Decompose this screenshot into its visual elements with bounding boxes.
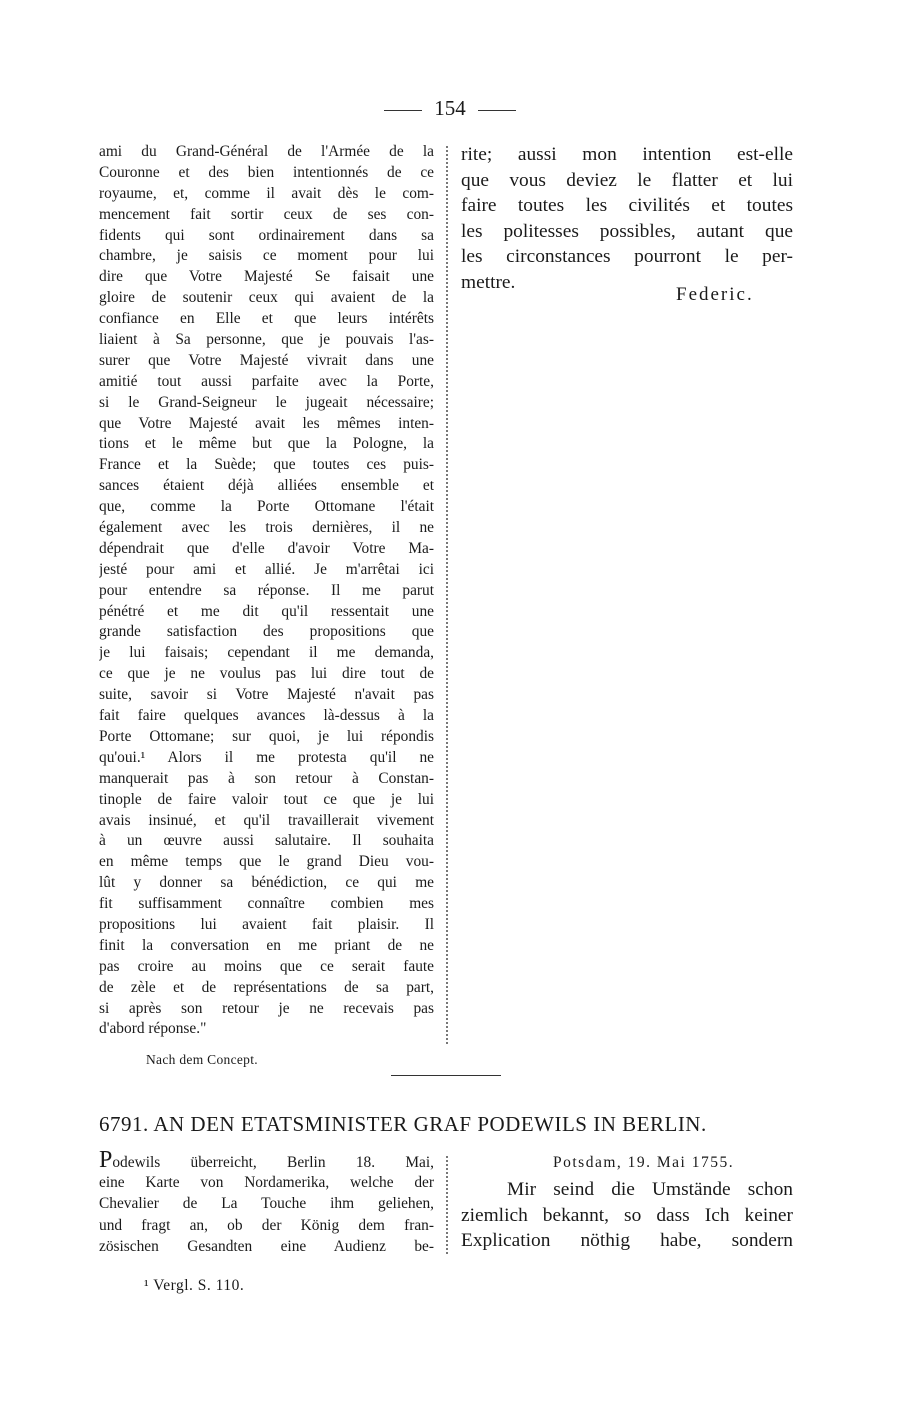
text-line: fait faire quelques avances là-dessus à la [99, 707, 434, 725]
right-dash [478, 110, 516, 111]
text-line: lût y donner sa bénédiction, ce qui me [99, 874, 434, 892]
text-line: finit la conversation en me priant de ne [99, 936, 434, 954]
text-line: surer que Votre Majesté vivrait dans une [99, 351, 434, 369]
text-line: de zèle et de représentations de sa part, [99, 978, 434, 996]
text-line: pénétré et me dit qu'il ressentait une [99, 602, 434, 620]
text-line: à un œuvre aussi salutaire. Il souhaita [99, 832, 434, 850]
text-line: France et la Suède; que toutes ces puis- [99, 456, 434, 474]
text-line: si le Grand-Seigneur le jugeait nécessaire; [99, 393, 434, 411]
text-line: suite, savoir si Votre Majesté n'avait pas [99, 686, 434, 704]
text-line: manquerait pas à son retour à Constan- [99, 769, 434, 787]
text-line: faire toutes les civilités et toutes [461, 195, 793, 217]
document-heading: 6791. AN DEN ETATSMINISTER GRAF PODEWILS IN BERLIN. [99, 1112, 707, 1136]
text-line: que Votre Majesté avait les mêmes inten- [99, 414, 434, 432]
letter-body [461, 1177, 793, 1254]
text-line: confiance en Elle et que leurs intérêts [99, 310, 434, 328]
text-line: pour entendre sa réponse. Il me parut [99, 581, 434, 599]
text-line: également avec les trois dernières, il ne [99, 519, 434, 537]
signature: Federic. [676, 284, 754, 305]
text-line: ce que je ne voulus pas lui dire tout de [99, 665, 434, 683]
text-line: propositions lui avaient fait plaisir. Il [99, 915, 434, 933]
regest-line: eine Karte von Nordamerika, welche der [99, 1173, 434, 1191]
letter-line: Mir seind die Umstände schon [507, 1179, 793, 1200]
regest-initial: P [99, 1150, 113, 1172]
text-line: qu'oui.¹ Alors il me protesta qu'il ne [99, 748, 434, 766]
right-column [461, 142, 793, 296]
regest [99, 1150, 434, 1258]
text-line: dire que Votre Majesté Se faisait une [99, 268, 434, 286]
text-line: sances étaient déjà alliées ensemble et [99, 477, 434, 495]
text-line: ami du Grand-Général de l'Armée de la [99, 143, 434, 160]
text-line: rite; aussi mon intention est-elle [461, 144, 793, 165]
left-dash [384, 110, 422, 111]
letter-date: Potsdam, 19. Mai 1755. [553, 1154, 735, 1171]
text-line: liaient à Sa personne, que je pouvais l'as- [99, 331, 434, 349]
page-number: 154 [434, 96, 466, 120]
text-line: fidents qui sont ordinairement dans sa [99, 226, 434, 244]
letter-line: Explication nöthig habe, sondern [461, 1230, 793, 1252]
text-line: Couronne et des bien intentionnés de ce [99, 163, 434, 181]
text-line: si après son retour je ne recevais pas [99, 999, 434, 1017]
text-line: mettre. [461, 271, 516, 293]
text-line: Porte Ottomane; sur quoi, je lui répondis [99, 727, 434, 745]
text-line: jesté pour ami et allié. Je m'arrêtai ici [99, 560, 434, 578]
text-line: d'abord réponse." [99, 1020, 207, 1038]
text-line: pas croire au moins que ce serait faute [99, 957, 434, 975]
section-separator [391, 1075, 501, 1076]
letter-line: ziemlich bekannt, so dass Ich keiner [461, 1204, 793, 1226]
column-divider-top [446, 146, 448, 1044]
text-line: grande satisfaction des propositions que [99, 623, 434, 641]
column-divider-bottom [446, 1156, 448, 1254]
text-line: fit suffisamment connaître combien mes [99, 895, 434, 913]
text-line: en même temps que le grand Dieu vou- [99, 853, 434, 871]
text-line: dépendrait que d'elle d'avoir Votre Ma- [99, 539, 434, 557]
source-note: Nach dem Concept. [146, 1052, 258, 1067]
text-line: amitié tout aussi parfaite avec la Porte, [99, 372, 434, 390]
regest-line: und fragt an, ob der König dem fran- [99, 1216, 434, 1234]
text-line: tinople de faire valoir tout ce que je lui [99, 790, 434, 808]
text-line: avais insinué, et qu'il travaillerait vivement [99, 811, 434, 829]
text-line: les circonstances pourront le per- [461, 246, 793, 268]
text-line: royaume, et, comme il avait dès le com- [99, 184, 434, 202]
regest-line: Chevalier de La Touche ihm geliehen, [99, 1195, 434, 1213]
text-line: chambre, je saisis ce moment pour lui [99, 247, 434, 265]
text-line: mencement fait sortir ceux de ses con- [99, 205, 434, 223]
text-line: je lui faisais; cependant il me demanda, [99, 644, 434, 662]
text-line: les politesses possibles, autant que [461, 220, 793, 242]
text-line: que, comme la Porte Ottomane l'était [99, 498, 434, 516]
regest-first-line [99, 1150, 434, 1172]
regest-first-line-text: odewils überreicht, Berlin 18. Mai, [112, 1154, 434, 1171]
footnote: ¹ Vergl. S. 110. [144, 1277, 245, 1294]
text-line: tions et le même but que la Pologne, la [99, 435, 434, 453]
regest-line: zösischen Gesandten eine Audienz be- [99, 1238, 434, 1256]
page-number-row [0, 96, 900, 121]
text-line: que vous deviez le flatter et lui [461, 169, 793, 191]
text-line: gloire de soutenir ceux qui avaient de la [99, 289, 434, 307]
left-column [99, 142, 434, 1040]
